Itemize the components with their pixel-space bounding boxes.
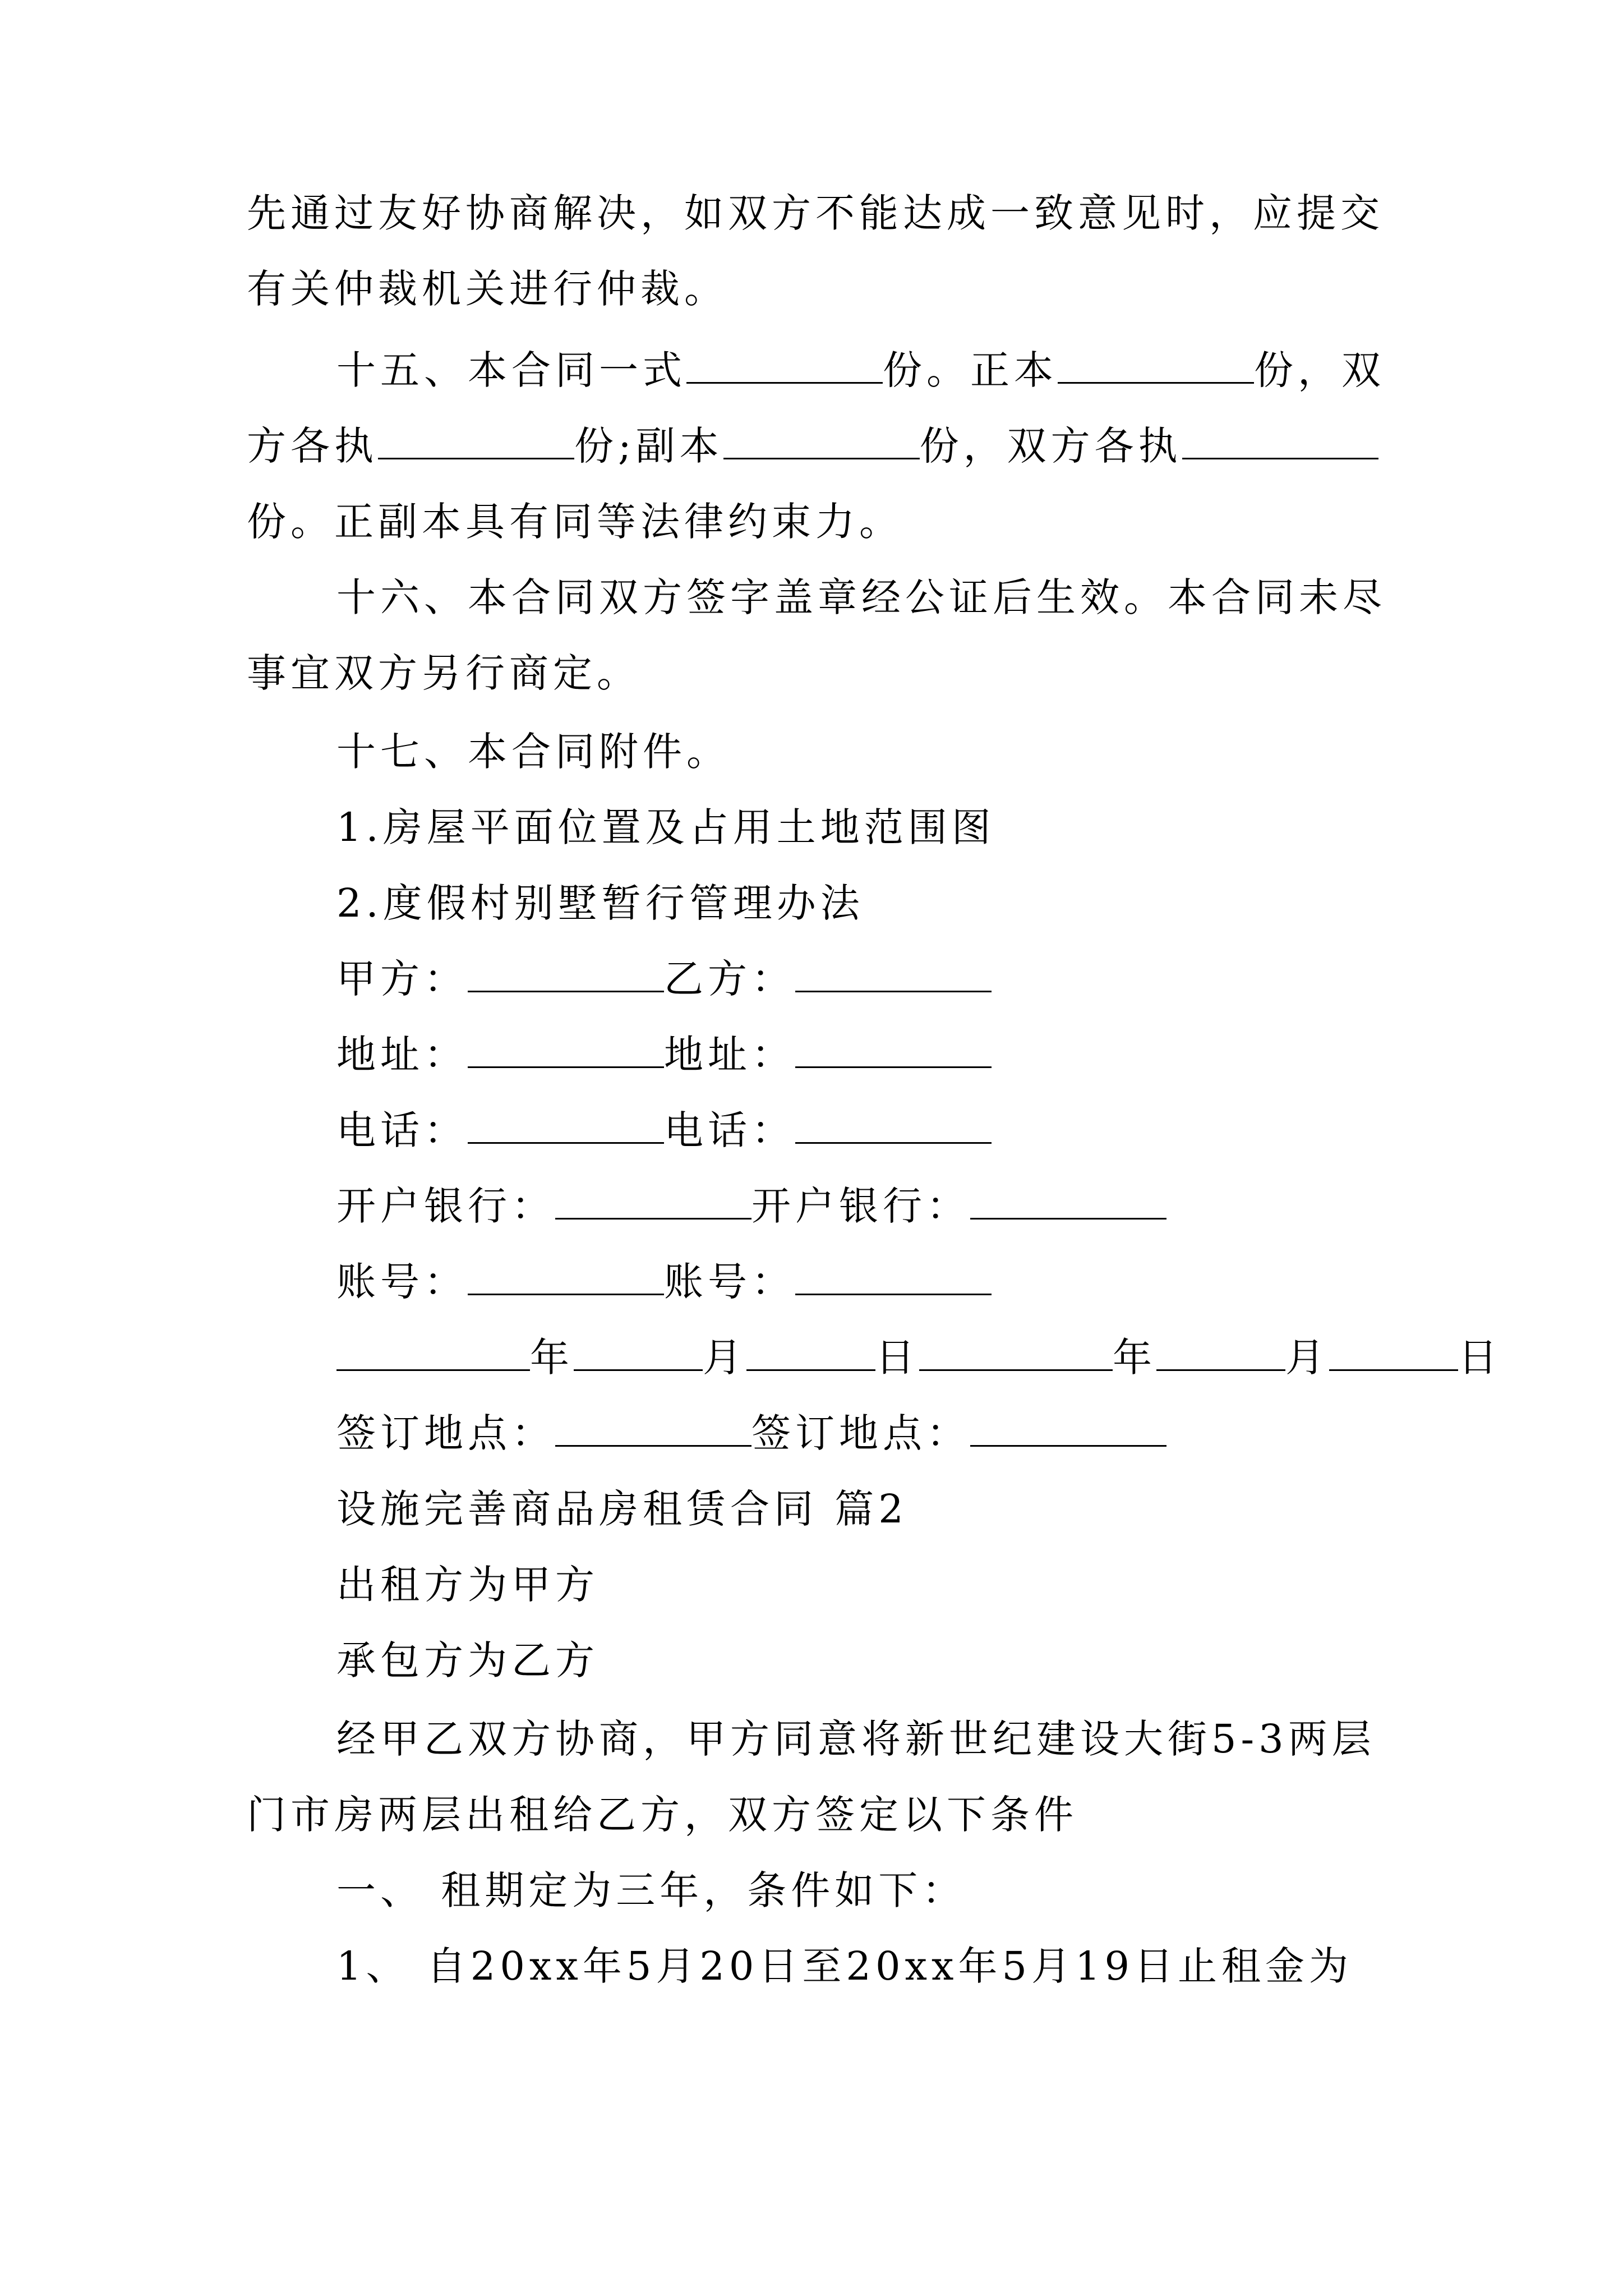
text-line [336,1632,1469,1688]
blank-field[interactable] [795,955,992,992]
label: 签订地点： [751,1410,970,1456]
label: 日 [875,1335,919,1381]
label: 甲方： [336,956,468,1002]
label: 日 [1458,1335,1502,1381]
label: 地址： [664,1032,795,1078]
blank-field[interactable] [795,1106,992,1144]
attachment-1 [336,799,1469,855]
blank-field[interactable] [1329,1333,1458,1371]
text-span: 份。正本 [883,347,1058,393]
label: 月 [703,1335,746,1381]
text-line [247,494,1380,550]
text-span: 十七、本合同附件。 [336,729,730,775]
clause-15-line1 [336,342,1469,398]
blank-field[interactable] [1156,1333,1285,1371]
text-line [247,1787,1380,1843]
label: 签订地点： [336,1410,555,1456]
text-span: 份，双 [1254,347,1385,393]
blank-field[interactable] [468,1106,664,1144]
label: 乙方： [664,956,795,1002]
date-line [336,1329,1502,1386]
text-span: 先通过友好协商解决，如双方不能达成一致意见时，应提交 [247,190,1384,236]
text-span: 十五、本合同一式 [336,347,686,393]
text-span: 一、 租期定为三年，条件如下： [336,1867,966,1913]
text-span: 经甲乙双方协商，甲方同意将新世纪建设大街5-3两层 [336,1716,1376,1762]
blank-field[interactable] [686,346,883,384]
label: 月 [1285,1335,1329,1381]
attachment-2 [336,875,1469,931]
blank-field[interactable] [795,1258,992,1295]
section-title [336,1481,1469,1537]
text-span: 十六、本合同双方签字盖章经公证后生效。本合同未尽 [336,574,1386,620]
blank-field[interactable] [723,422,920,459]
text-span: 方各执 [247,423,378,469]
text-line [247,185,1384,241]
blank-field[interactable] [468,955,664,992]
blank-field[interactable] [795,1030,992,1068]
text-span: 事宜双方另行商定。 [247,650,640,696]
blank-field[interactable] [468,1030,664,1068]
account-line [336,1254,1469,1310]
label: 电话： [664,1107,795,1153]
label: 开户银行： [751,1183,970,1229]
text-line [336,1711,1469,1767]
text-span: 承包方为乙方 [336,1637,599,1683]
blank-field[interactable] [336,1333,530,1371]
blank-field[interactable] [746,1333,875,1371]
clause-16-line1 [336,569,1469,625]
party-line [336,951,1469,1007]
label: 账号： [336,1259,468,1305]
text-span: 1、 自20xx年5月20日至20xx年5月19日止租金为 [336,1943,1353,1989]
label: 地址： [336,1032,468,1078]
clause-17 [336,724,1469,780]
blank-field[interactable] [919,1333,1113,1371]
clause-15-line2 [247,418,1380,474]
text-span: 1.房屋平面位置及占用土地范围图 [336,804,995,850]
label: 账号： [664,1259,795,1305]
address-line [336,1027,1469,1083]
blank-field[interactable] [574,1333,703,1371]
text-span: 份;副本 [574,423,723,469]
blank-field[interactable] [1182,422,1378,459]
blank-field[interactable] [555,1409,751,1447]
text-span: 出租方为甲方 [336,1562,599,1608]
blank-field[interactable] [555,1182,751,1220]
text-line [336,1862,1469,1918]
text-span: 设施完善商品房租赁合同 篇2 [336,1486,908,1532]
text-line [336,1557,1469,1613]
blank-field[interactable] [1058,346,1254,384]
phone-line [336,1102,1469,1158]
blank-field[interactable] [970,1182,1166,1220]
label: 年 [530,1335,574,1381]
sign-place-line [336,1405,1469,1461]
text-span: 门市房两层出租给乙方，双方签定以下条件 [247,1792,1078,1838]
text-line [247,645,1380,701]
blank-field[interactable] [468,1258,664,1295]
text-span: 份，双方各执 [919,423,1182,469]
label: 年 [1113,1335,1156,1381]
label: 电话： [336,1107,468,1153]
bank-line [336,1178,1469,1234]
text-line [336,1938,1469,1994]
label: 开户银行： [336,1183,555,1229]
blank-field[interactable] [378,422,574,459]
text-line [247,261,1380,317]
text-span: 份。正副本具有同等法律约束力。 [247,499,903,545]
blank-field[interactable] [970,1409,1166,1447]
text-span: 2.度假村别墅暂行管理办法 [336,880,864,926]
text-span: 有关仲裁机关进行仲裁。 [247,266,728,312]
